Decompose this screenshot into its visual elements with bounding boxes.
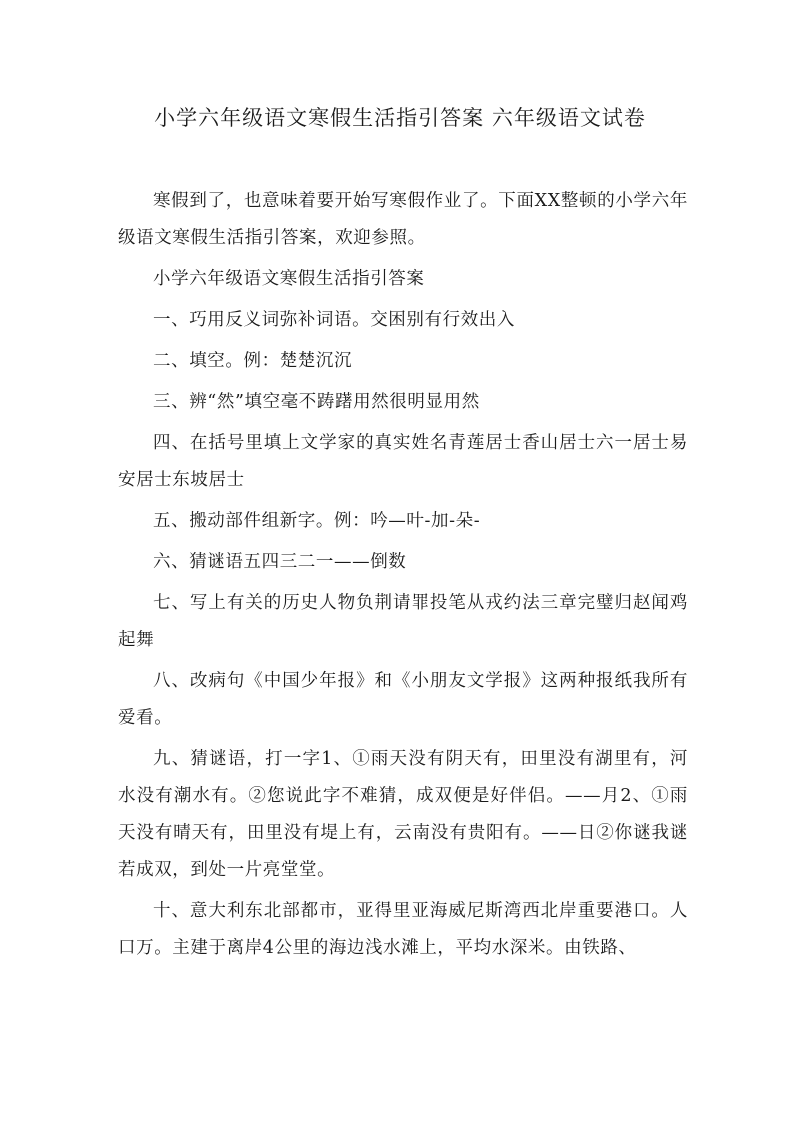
paragraph-subtitle: 小学六年级语文寒假生活指引答案 — [153, 269, 425, 289]
paragraph-section-10: 十、意大利东北部都市，亚得里亚海威尼斯湾西北岸重要港口。人口万。主建于离岸4公里的海边浅水滩上，平均水深米。由铁路、 — [118, 901, 688, 958]
paragraph-section-6: 六、猜谜语五四三二一——倒数 — [153, 552, 407, 572]
document-title: 小学六年级语文寒假生活指引答案 六年级语文试卷 — [154, 106, 646, 130]
paragraph-section-2: 二、填空。例：楚楚沉沉 — [153, 351, 353, 371]
document-body — [118, 183, 688, 971]
paragraph-section-1: 一、巧用反义词弥补词语。交困别有行效出入 — [153, 310, 515, 330]
paragraph-section-8: 八、改病句《中国少年报》和《小朋友文学报》这两种报纸我所有爱看。 — [118, 671, 688, 728]
paragraph-section-7: 七、写上有关的历史人物负荆请罪投笔从戎约法三章完璧归赵闻鸡起舞 — [118, 593, 688, 650]
paragraph-section-9: 九、猜谜语，打一字1、①雨天没有阴天有，田里没有湖里有，河水没有潮水有。②您说此字不难猜，成双便是好伴侣。——月2、①雨天没有晴天有，田里没有堤上有，云南没有贵阳有。——日②你谜我谜若成双，到处一片亮堂堂。 — [118, 749, 688, 880]
paragraph-section-4: 四、在括号里填上文学家的真实姓名青莲居士香山居士六一居士易安居士东坡居士 — [118, 433, 688, 490]
paragraph-section-3: 三、辨“然”填空毫不踌躇用然很明显用然 — [153, 392, 480, 412]
paragraph-intro: 寒假到了，也意味着要开始写寒假作业了。下面XX整顿的小学六年级语文寒假生活指引答案，欢迎参照。 — [118, 191, 688, 248]
paragraph-section-5: 五、搬动部件组新字。例：吟—叶-加-朵- — [153, 511, 481, 531]
